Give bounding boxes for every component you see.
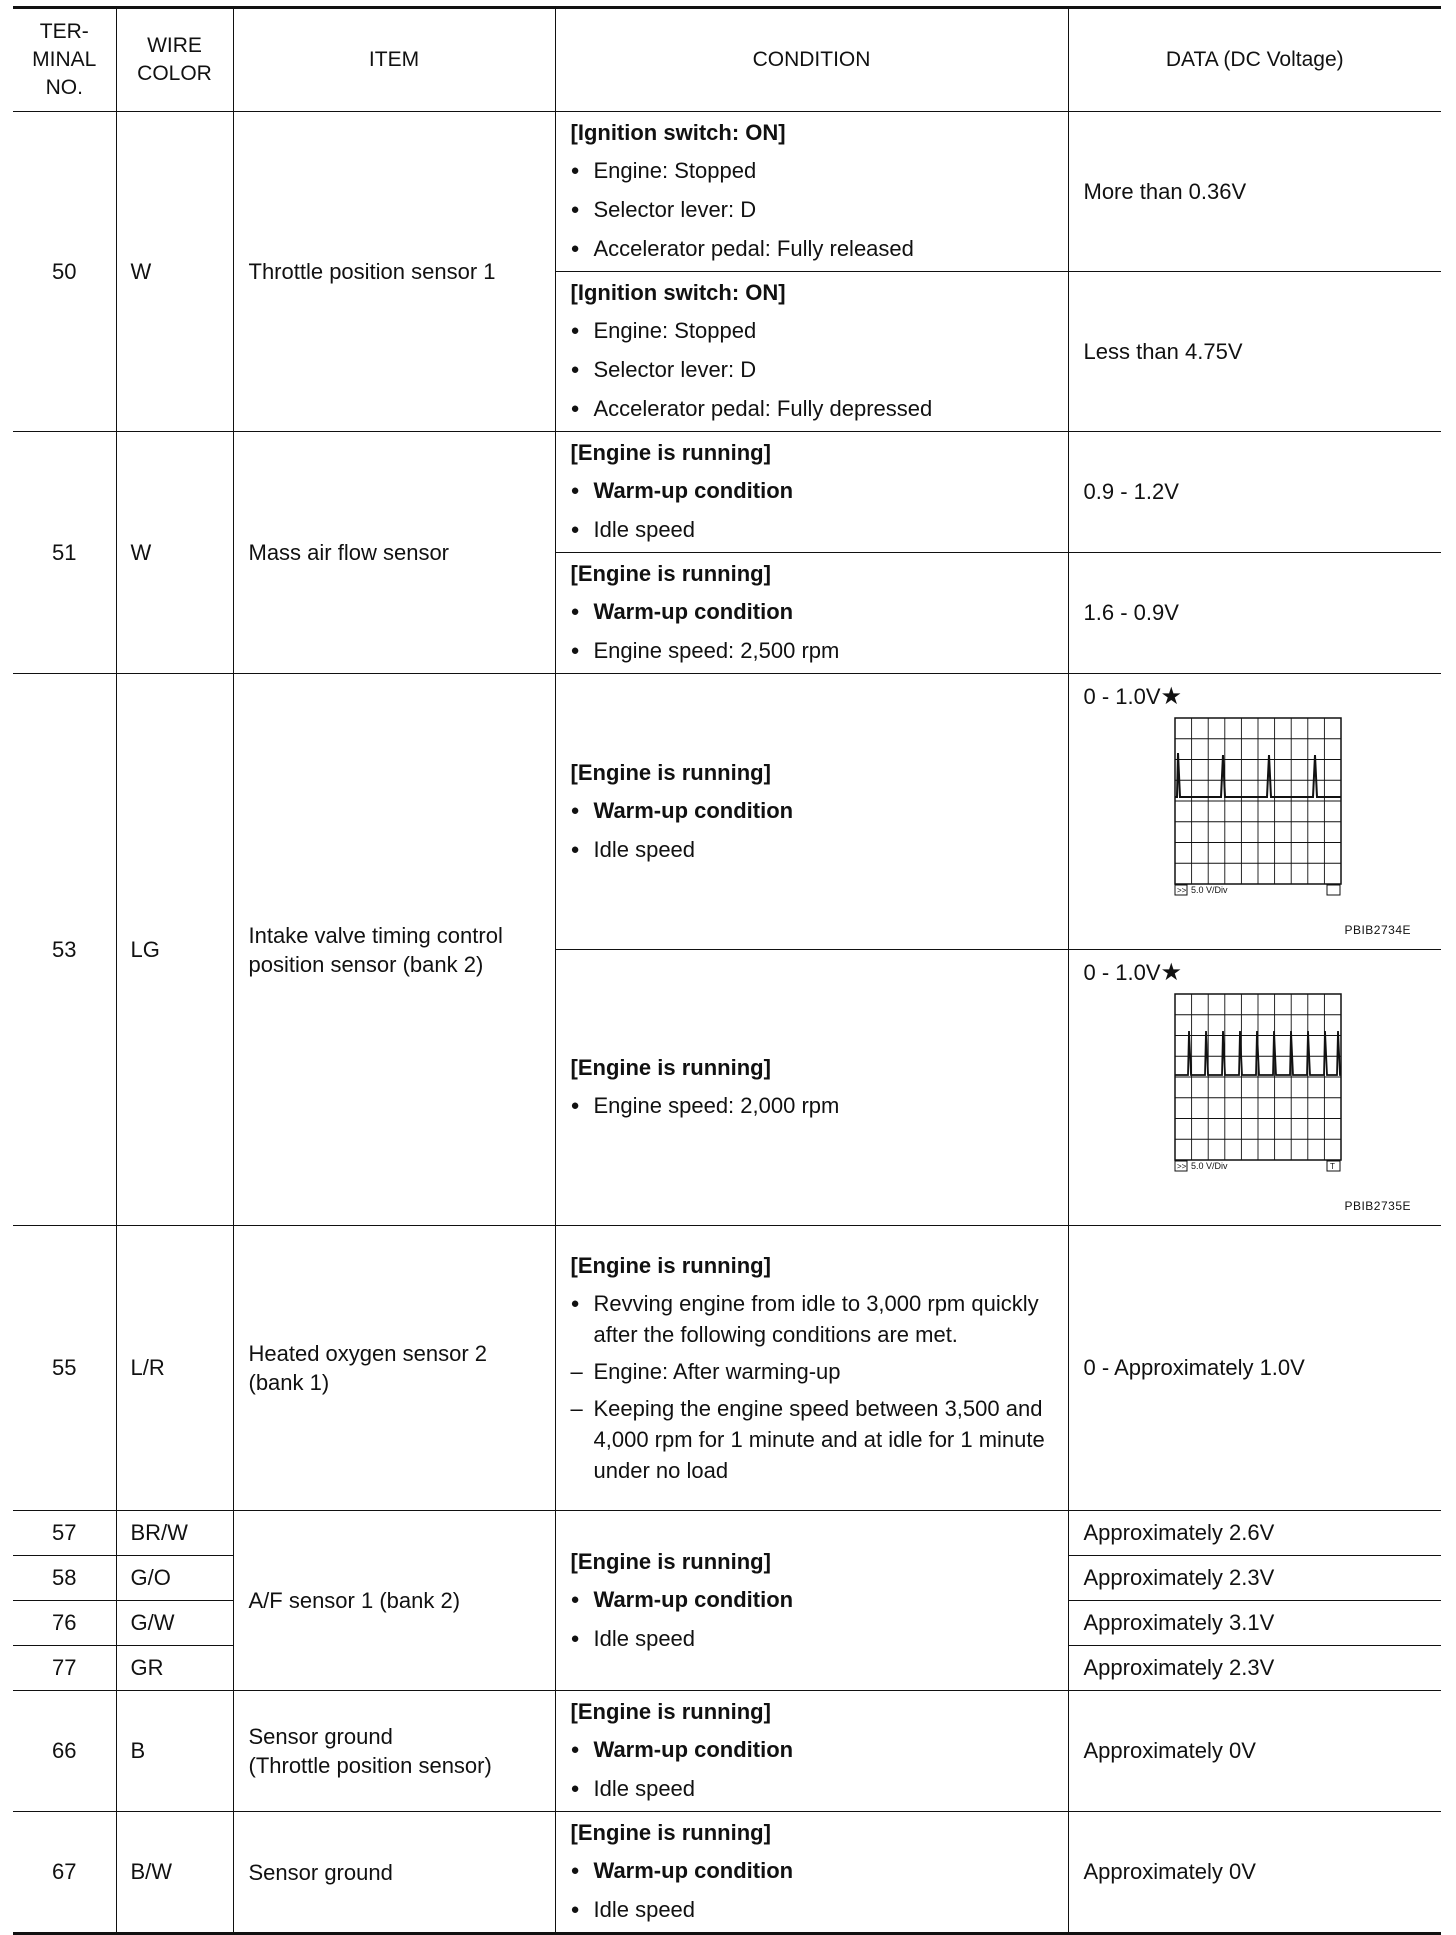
data-value-waveform bbox=[1068, 950, 1441, 1226]
condition-bullet: ● Warm-up condition bbox=[571, 1730, 1058, 1769]
terminal-no: 67 bbox=[13, 1812, 116, 1934]
terminal-no: 77 bbox=[13, 1646, 116, 1691]
svg-text:>>: >> bbox=[1176, 1162, 1186, 1171]
condition-bullet: ● Warm-up condition bbox=[571, 1851, 1058, 1890]
condition-bullet: ● Accelerator pedal: Fully depressed bbox=[571, 389, 1058, 428]
svg-text:5.0 V/Div: 5.0 V/Div bbox=[1190, 885, 1228, 895]
terminal-no: 53 bbox=[13, 674, 116, 1226]
bullet-icon: ● bbox=[570, 400, 580, 417]
condition-bullet: ● Warm-up condition bbox=[571, 1580, 1058, 1619]
terminal-data-table bbox=[13, 6, 1441, 1935]
condition-bullet: ● Engine: Stopped bbox=[571, 151, 1058, 190]
data-value: Approximately 2.6V bbox=[1068, 1511, 1441, 1556]
data-value: 0 - Approximately 1.0V bbox=[1068, 1226, 1441, 1511]
terminal-no: 58 bbox=[13, 1556, 116, 1601]
condition-heading: [Ignition switch: ON] bbox=[570, 120, 786, 145]
condition-bullet: ● Warm-up condition bbox=[571, 791, 1058, 830]
condition bbox=[555, 272, 1068, 432]
bullet-icon: ● bbox=[570, 521, 580, 538]
data-value: 0 - 1.0V bbox=[1083, 960, 1161, 985]
terminal-no: 51 bbox=[13, 432, 116, 674]
item: Sensor ground (Throttle position sensor) bbox=[233, 1691, 555, 1812]
bullet-icon: ● bbox=[570, 1097, 580, 1114]
table-row bbox=[13, 1691, 1441, 1812]
bullet-icon: ● bbox=[570, 1901, 580, 1918]
bullet-icon: ● bbox=[570, 840, 580, 858]
wire-color: W bbox=[116, 112, 233, 432]
condition bbox=[555, 1691, 1068, 1812]
header-data: DATA (DC Voltage) bbox=[1068, 8, 1441, 112]
item: Sensor ground bbox=[233, 1812, 555, 1934]
bullet-icon: ● bbox=[570, 603, 580, 620]
wire-color: GR bbox=[116, 1646, 233, 1691]
table-row bbox=[13, 112, 1441, 272]
condition-subitem: – Engine: After warming-up bbox=[571, 1352, 1058, 1389]
condition bbox=[555, 432, 1068, 553]
condition-bullet: ● Idle speed bbox=[571, 830, 1058, 869]
condition-bullet: ● Selector lever: D bbox=[571, 350, 1058, 389]
data-value: 0 - 1.0V bbox=[1083, 684, 1161, 709]
bullet-icon: ● bbox=[570, 322, 580, 339]
bullet-icon: ● bbox=[570, 361, 580, 378]
bullet-icon: ● bbox=[570, 642, 580, 659]
terminal-no: 76 bbox=[13, 1601, 116, 1646]
condition-bullet: ● Idle speed bbox=[571, 1769, 1058, 1808]
condition-heading: [Engine is running] bbox=[570, 440, 771, 465]
condition-bullet: ● Idle speed bbox=[571, 1619, 1058, 1658]
wire-color: G/W bbox=[116, 1601, 233, 1646]
data-value: Approximately 0V bbox=[1068, 1812, 1441, 1934]
svg-text:T: T bbox=[1329, 1162, 1335, 1171]
condition bbox=[555, 1226, 1068, 1511]
bullet-icon: ● bbox=[570, 162, 580, 179]
condition-bullet: ● Idle speed bbox=[571, 1890, 1058, 1929]
data-value: Approximately 2.3V bbox=[1068, 1646, 1441, 1691]
dash-icon: – bbox=[570, 1359, 583, 1384]
condition bbox=[555, 674, 1068, 950]
item: A/F sensor 1 (bank 2) bbox=[233, 1511, 555, 1691]
item: Throttle position sensor 1 bbox=[233, 112, 555, 432]
condition-subitem: – Keeping the engine speed between 3,500 and 4,000 rpm for 1 minute and at idle for 1 minute under no load bbox=[571, 1389, 1058, 1488]
data-value: Less than 4.75V bbox=[1068, 272, 1441, 432]
wire-color: LG bbox=[116, 674, 233, 1226]
terminal-no: 57 bbox=[13, 1511, 116, 1556]
condition-heading: [Engine is running] bbox=[570, 1548, 771, 1574]
condition-bullet: ● Idle speed bbox=[571, 510, 1058, 549]
table-row bbox=[13, 674, 1441, 950]
condition-heading: [Ignition switch: ON] bbox=[570, 280, 786, 305]
dash-icon: – bbox=[570, 1396, 583, 1421]
condition-bullet: ● Revving engine from idle to 3,000 rpm quickly after the following conditions are met. bbox=[571, 1284, 1058, 1352]
svg-text:>>: >> bbox=[1176, 886, 1186, 895]
bullet-icon: ● bbox=[570, 1780, 580, 1797]
item: Heated oxygen sensor 2 (bank 1) bbox=[233, 1226, 555, 1511]
condition-heading: [Engine is running] bbox=[570, 561, 771, 586]
bullet-icon: ● bbox=[570, 801, 580, 819]
bullet-icon: ● bbox=[570, 1295, 580, 1312]
wire-color: W bbox=[116, 432, 233, 674]
header-condition: CONDITION bbox=[555, 8, 1068, 112]
header-row bbox=[13, 8, 1441, 112]
condition-bullet: ● Engine speed: 2,000 rpm bbox=[571, 1086, 1058, 1125]
bullet-icon: ● bbox=[570, 201, 580, 218]
condition-bullet: ● Selector lever: D bbox=[571, 190, 1058, 229]
data-value: Approximately 0V bbox=[1068, 1691, 1441, 1812]
item: Mass air flow sensor bbox=[233, 432, 555, 674]
table-row bbox=[13, 1226, 1441, 1511]
data-value: More than 0.36V bbox=[1068, 112, 1441, 272]
condition bbox=[555, 553, 1068, 674]
table-row bbox=[13, 1812, 1441, 1934]
header-terminal: TER- MINAL NO. bbox=[13, 8, 116, 112]
condition-heading: [Engine is running] bbox=[570, 1253, 771, 1278]
condition-bullet: ● Warm-up condition bbox=[571, 592, 1058, 631]
oscilloscope-waveform-idle bbox=[1174, 717, 1344, 897]
header-item: ITEM bbox=[233, 8, 555, 112]
wire-color: B bbox=[116, 1691, 233, 1812]
data-value: Approximately 3.1V bbox=[1068, 1601, 1441, 1646]
star-icon: ★ bbox=[1160, 683, 1183, 710]
terminal-no: 50 bbox=[13, 112, 116, 432]
bullet-icon: ● bbox=[570, 1629, 580, 1647]
bullet-icon: ● bbox=[570, 240, 580, 257]
oscilloscope-waveform-2000rpm bbox=[1174, 993, 1344, 1173]
condition bbox=[555, 112, 1068, 272]
data-value: Approximately 2.3V bbox=[1068, 1556, 1441, 1601]
wire-color: BR/W bbox=[116, 1511, 233, 1556]
condition-bullet: ● Accelerator pedal: Fully released bbox=[571, 229, 1058, 268]
condition bbox=[555, 1812, 1068, 1934]
condition-heading: [Engine is running] bbox=[570, 759, 771, 785]
terminal-no: 66 bbox=[13, 1691, 116, 1812]
star-icon: ★ bbox=[1160, 959, 1183, 986]
bullet-icon: ● bbox=[570, 1862, 580, 1879]
terminal-no: 55 bbox=[13, 1226, 116, 1511]
condition-heading: [Engine is running] bbox=[570, 1055, 771, 1080]
condition bbox=[555, 950, 1068, 1226]
table-row bbox=[13, 432, 1441, 553]
bullet-icon: ● bbox=[570, 1741, 580, 1758]
condition-bullet: ● Engine: Stopped bbox=[571, 311, 1058, 350]
data-value: 0.9 - 1.2V bbox=[1068, 432, 1441, 553]
figure-code: PBIB2735E bbox=[1344, 1199, 1411, 1213]
figure-code: PBIB2734E bbox=[1344, 923, 1411, 937]
svg-text:5.0 V/Div: 5.0 V/Div bbox=[1190, 1161, 1228, 1171]
header-wire-color: WIRE COLOR bbox=[116, 8, 233, 112]
item: Intake valve timing control position sensor (bank 2) bbox=[233, 674, 555, 1226]
wire-color: L/R bbox=[116, 1226, 233, 1511]
table-row bbox=[13, 1511, 1441, 1556]
wire-color: G/O bbox=[116, 1556, 233, 1601]
bullet-icon: ● bbox=[570, 482, 580, 499]
data-value: 1.6 - 0.9V bbox=[1068, 553, 1441, 674]
condition-heading: [Engine is running] bbox=[570, 1699, 771, 1724]
data-value-waveform bbox=[1068, 674, 1441, 950]
bullet-icon: ● bbox=[570, 1590, 580, 1608]
wire-color: B/W bbox=[116, 1812, 233, 1934]
condition-bullet: ● Warm-up condition bbox=[571, 471, 1058, 510]
condition-bullet: ● Engine speed: 2,500 rpm bbox=[571, 631, 1058, 670]
condition bbox=[555, 1511, 1068, 1691]
condition-heading: [Engine is running] bbox=[570, 1820, 771, 1845]
